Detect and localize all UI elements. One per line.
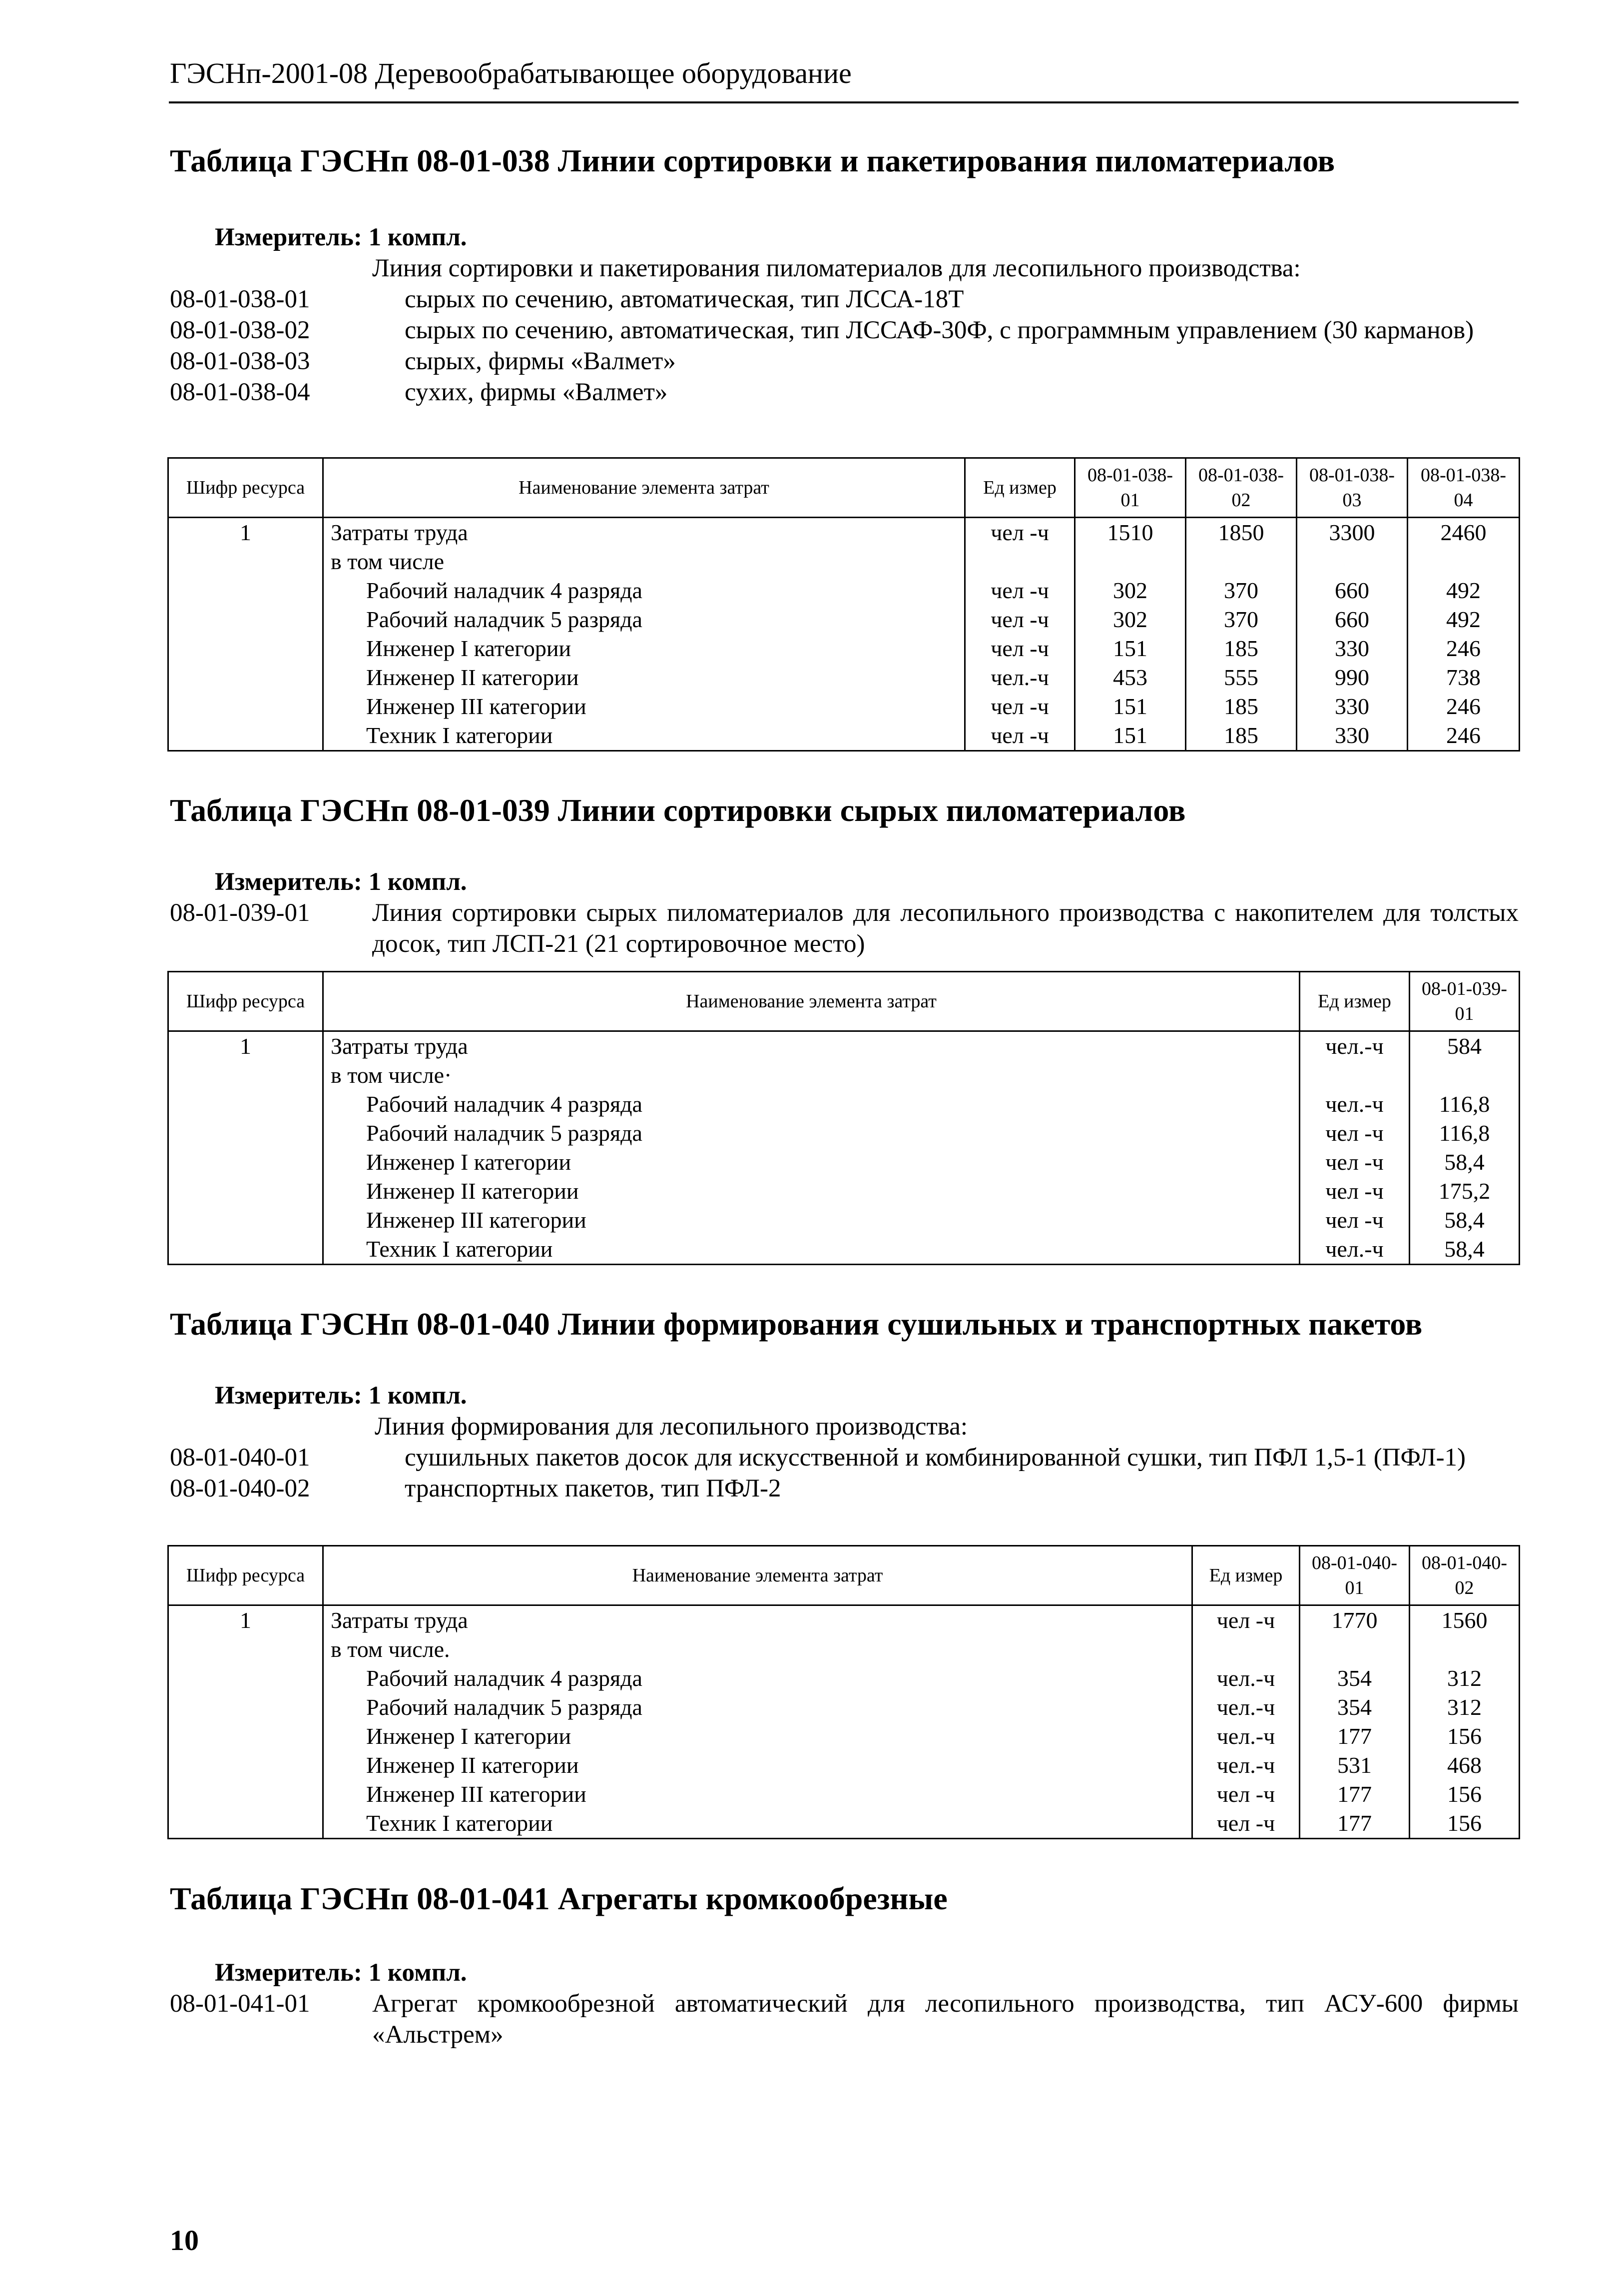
cell: [168, 1177, 323, 1206]
cell: 302: [1075, 576, 1186, 605]
section-038-header: [170, 145, 1519, 408]
description-item: [170, 284, 1519, 315]
cell: 175,2: [1410, 1177, 1520, 1206]
cell: 156: [1410, 1780, 1520, 1809]
meter-value: 1 компл.: [368, 1959, 467, 1987]
table-row: [168, 1605, 1520, 1635]
item-code: 08-01-038-02: [170, 316, 310, 344]
item-text: Линия сортировки сырых пиломатериалов для лесопильного производства с накопителем для толстых досок, тип ЛСП-21 (21 сортировочное место): [372, 899, 1519, 958]
cell: чел.-ч: [1300, 1031, 1410, 1061]
cell: [168, 576, 323, 605]
cell: [168, 1119, 323, 1148]
cell: чел.-ч: [1300, 1235, 1410, 1265]
cell: 3300: [1297, 518, 1408, 548]
col-header: Шифр ресурса: [168, 972, 323, 1031]
table-row: [168, 1635, 1520, 1664]
table-row: [168, 1722, 1520, 1751]
cell: чел -ч: [965, 721, 1075, 751]
cell: Техник I категории: [323, 1235, 1300, 1265]
cell: [168, 547, 323, 576]
cell: 58,4: [1410, 1235, 1520, 1265]
col-header: Шифр ресурса: [168, 458, 323, 518]
col-header: Наименование элемента затрат: [323, 972, 1300, 1031]
cell: 330: [1297, 692, 1408, 721]
cell: 116,8: [1410, 1119, 1520, 1148]
col-header: 08-01-038-01: [1075, 458, 1186, 518]
table-row: [168, 692, 1520, 721]
table-row: [168, 1693, 1520, 1722]
description-item: [170, 897, 1519, 959]
section-title: Таблица ГЭСНп 08-01-041 Агрегаты кромкообрезные: [170, 1881, 948, 1916]
cell: [168, 663, 323, 692]
cell: [1300, 1061, 1410, 1090]
item-code: 08-01-040-01: [170, 1444, 310, 1472]
cell: Затраты труда: [323, 1031, 1300, 1061]
description-item: [170, 1473, 1519, 1504]
cell: [965, 547, 1075, 576]
cell: [168, 1206, 323, 1235]
table-row: [168, 1148, 1520, 1177]
cell: Рабочий наладчик 5 разряда: [323, 1693, 1192, 1722]
header-rule: [169, 101, 1519, 103]
cell: 177: [1300, 1722, 1410, 1751]
item-code: 08-01-038-04: [170, 378, 310, 406]
cell: [1410, 1635, 1520, 1664]
table-row: [168, 1664, 1520, 1693]
section-title: Таблица ГЭСНп 08-01-038 Линии сортировки и пакетирования пиломатериалов: [170, 143, 1335, 178]
col-header: 08-01-038-03: [1297, 458, 1408, 518]
table-row: [168, 576, 1520, 605]
cell: [168, 1751, 323, 1780]
cell: [168, 692, 323, 721]
item-text: сухих, фирмы «Валмет»: [405, 378, 668, 406]
cell: Техник I категории: [323, 1809, 1192, 1839]
cell: 312: [1410, 1693, 1520, 1722]
cell: чел -ч: [965, 605, 1075, 634]
cell: 58,4: [1410, 1148, 1520, 1177]
col-header: 08-01-039-01: [1410, 972, 1520, 1031]
cell: Инженер I категории: [323, 1722, 1192, 1751]
cell: [168, 721, 323, 751]
item-code: 08-01-039-01: [170, 899, 310, 927]
cell: чел -ч: [1300, 1148, 1410, 1177]
cell: 116,8: [1410, 1090, 1520, 1119]
col-header: 08-01-040-01: [1300, 1546, 1410, 1605]
cell: 2460: [1408, 518, 1520, 548]
col-header: Наименование элемента затрат: [323, 458, 965, 518]
cell: 312: [1410, 1664, 1520, 1693]
cell: чел -ч: [1192, 1780, 1300, 1809]
table-row: [168, 721, 1520, 751]
cell: 492: [1408, 576, 1520, 605]
cell: 1850: [1186, 518, 1297, 548]
cell: Инженер II категории: [323, 1751, 1192, 1780]
table-039: [167, 971, 1520, 1265]
description-item: [170, 346, 1519, 377]
col-header: Ед измер: [965, 458, 1075, 518]
item-text: сырых по сечению, автоматическая, тип ЛССАФ-30Ф, с программным управлением (30 карманов): [405, 316, 1474, 344]
cell: 1770: [1300, 1605, 1410, 1635]
cell: Рабочий наладчик 5 разряда: [323, 605, 965, 634]
table-row: [168, 1235, 1520, 1265]
cell: 370: [1186, 576, 1297, 605]
cell: 660: [1297, 605, 1408, 634]
description-item: [170, 1988, 1519, 2050]
cell: чел -ч: [1300, 1177, 1410, 1206]
col-header: Шифр ресурса: [168, 1546, 323, 1605]
description-item: [170, 315, 1519, 346]
cell: Инженер II категории: [323, 663, 965, 692]
table-header-row: [168, 1546, 1520, 1605]
cell: 354: [1300, 1664, 1410, 1693]
cell: 246: [1408, 721, 1520, 751]
cell: 330: [1297, 721, 1408, 751]
cell: [168, 634, 323, 663]
meter-line: [215, 222, 1519, 253]
cell: чел -ч: [965, 634, 1075, 663]
cell: 370: [1186, 605, 1297, 634]
meter-label: Измеритель:: [215, 223, 362, 251]
cell: чел -ч: [965, 518, 1075, 548]
cell: [168, 1664, 323, 1693]
cell: чел.-ч: [1192, 1664, 1300, 1693]
table-040: [167, 1545, 1520, 1839]
meter-value: 1 компл.: [368, 223, 467, 251]
cell: [168, 605, 323, 634]
item-code: 08-01-038-03: [170, 347, 310, 375]
cell: 354: [1300, 1693, 1410, 1722]
item-text: Агрегат кромкообрезной автоматический для лесопильного производства, тип АСУ-600 фирмы «Альстрем»: [372, 1990, 1519, 2049]
table-row: [168, 547, 1520, 576]
item-text: транспортных пакетов, тип ПФЛ-2: [405, 1475, 781, 1503]
running-header: ГЭСНп-2001-08 Деревообрабатывающее оборудование: [170, 57, 852, 89]
cell: 531: [1300, 1751, 1410, 1780]
cell: чел.-ч: [1192, 1722, 1300, 1751]
cell: Затраты труда: [323, 518, 965, 548]
cell: чел -ч: [1192, 1809, 1300, 1839]
table-row: [168, 518, 1520, 548]
cell: 1: [168, 1605, 323, 1635]
cell: 58,4: [1410, 1206, 1520, 1235]
table-row: [168, 1177, 1520, 1206]
description-intro: Линия сортировки и пакетирования пиломатериалов для лесопильного производства:: [372, 254, 1301, 282]
col-header: 08-01-038-02: [1186, 458, 1297, 518]
section-039-header: [170, 794, 1519, 959]
cell: чел.-ч: [965, 663, 1075, 692]
cell: чел -ч: [1192, 1605, 1300, 1635]
cell: 1: [168, 518, 323, 548]
item-code: 08-01-041-01: [170, 1990, 310, 2018]
cell: Рабочий наладчик 4 разряда: [323, 1664, 1192, 1693]
cell: 990: [1297, 663, 1408, 692]
description-item: [170, 377, 1519, 408]
cell: [168, 1722, 323, 1751]
cell: 246: [1408, 634, 1520, 663]
cell: 453: [1075, 663, 1186, 692]
col-header: 08-01-038-04: [1408, 458, 1520, 518]
cell: 1: [168, 1031, 323, 1061]
description-item: [170, 1442, 1519, 1473]
meter-label: Измеритель:: [215, 1382, 362, 1410]
cell: 185: [1186, 721, 1297, 751]
cell: 156: [1410, 1722, 1520, 1751]
cell: 330: [1297, 634, 1408, 663]
cell: [168, 1809, 323, 1839]
table-row: [168, 1780, 1520, 1809]
section-040-header: [170, 1308, 1519, 1504]
cell: Инженер III категории: [323, 1206, 1300, 1235]
cell: Затраты труда: [323, 1605, 1192, 1635]
meter-line: [215, 866, 1519, 897]
cell: Рабочий наладчик 4 разряда: [323, 576, 965, 605]
cell: Техник I категории: [323, 721, 965, 751]
col-header: 08-01-040-02: [1410, 1546, 1520, 1605]
cell: 246: [1408, 692, 1520, 721]
cell: [168, 1635, 323, 1664]
cell: [168, 1780, 323, 1809]
cell: 492: [1408, 605, 1520, 634]
cell: Инженер III категории: [323, 692, 965, 721]
table-row: [168, 1119, 1520, 1148]
cell: [1408, 547, 1520, 576]
col-header: Ед измер: [1300, 972, 1410, 1031]
description-intro: Линия формирования для лесопильного производства:: [375, 1413, 968, 1441]
section-title: Таблица ГЭСНп 08-01-040 Линии формирования сушильных и транспортных пакетов: [170, 1306, 1423, 1342]
item-code: 08-01-040-02: [170, 1475, 310, 1503]
table-row: [168, 663, 1520, 692]
section-title: Таблица ГЭСНп 08-01-039 Линии сортировки сырых пиломатериалов: [170, 792, 1186, 828]
cell: чел.-ч: [1192, 1693, 1300, 1722]
cell: [168, 1148, 323, 1177]
meter-label: Измеритель:: [215, 868, 362, 896]
page-number: 10: [170, 2224, 199, 2257]
table-header-row: [168, 458, 1520, 518]
cell: в том числе·: [323, 1061, 1300, 1090]
cell: 1510: [1075, 518, 1186, 548]
cell: чел -ч: [965, 576, 1075, 605]
cell: Инженер II категории: [323, 1177, 1300, 1206]
cell: Инженер I категории: [323, 1148, 1300, 1177]
cell: [1297, 547, 1408, 576]
col-header: Наименование элемента затрат: [323, 1546, 1192, 1605]
cell: Инженер III категории: [323, 1780, 1192, 1809]
col-header: Ед измер: [1192, 1546, 1300, 1605]
cell: 660: [1297, 576, 1408, 605]
cell: 185: [1186, 692, 1297, 721]
cell: 156: [1410, 1809, 1520, 1839]
cell: 185: [1186, 634, 1297, 663]
cell: 177: [1300, 1780, 1410, 1809]
cell: 555: [1186, 663, 1297, 692]
meter-value: 1 компл.: [368, 1382, 467, 1410]
cell: [1300, 1635, 1410, 1664]
cell: чел -ч: [965, 692, 1075, 721]
cell: [1186, 547, 1297, 576]
cell: 738: [1408, 663, 1520, 692]
cell: Рабочий наладчик 4 разряда: [323, 1090, 1300, 1119]
cell: 151: [1075, 634, 1186, 663]
cell: [168, 1235, 323, 1265]
table-row: [168, 605, 1520, 634]
cell: 468: [1410, 1751, 1520, 1780]
cell: 584: [1410, 1031, 1520, 1061]
cell: 1560: [1410, 1605, 1520, 1635]
meter-line: [215, 1380, 1519, 1411]
table-row: [168, 634, 1520, 663]
table-row: [168, 1206, 1520, 1235]
cell: [168, 1693, 323, 1722]
cell: чел -ч: [1300, 1206, 1410, 1235]
meter-value: 1 компл.: [368, 868, 467, 896]
table-038: [167, 457, 1520, 752]
cell: 177: [1300, 1809, 1410, 1839]
meter-label: Измеритель:: [215, 1959, 362, 1987]
cell: [168, 1061, 323, 1090]
cell: в том числе: [323, 547, 965, 576]
item-text: сырых, фирмы «Валмет»: [405, 347, 676, 375]
cell: [1410, 1061, 1520, 1090]
cell: 302: [1075, 605, 1186, 634]
table-row: [168, 1751, 1520, 1780]
cell: 151: [1075, 721, 1186, 751]
table-row: [168, 1031, 1520, 1061]
meter-line: [215, 1957, 1519, 1988]
cell: Инженер I категории: [323, 634, 965, 663]
cell: чел.-ч: [1192, 1751, 1300, 1780]
cell: в том числе.: [323, 1635, 1192, 1664]
table-row: [168, 1061, 1520, 1090]
item-text: сушильных пакетов досок для искусственной и комбинированной сушки, тип ПФЛ 1,5-1 (ПФЛ-1): [405, 1444, 1466, 1472]
table-row: [168, 1809, 1520, 1839]
table-header-row: [168, 972, 1520, 1031]
item-code: 08-01-038-01: [170, 285, 310, 313]
cell: 151: [1075, 692, 1186, 721]
cell: [168, 1090, 323, 1119]
cell: Рабочий наладчик 5 разряда: [323, 1119, 1300, 1148]
section-041-header: [170, 1883, 1519, 2050]
cell: чел -ч: [1300, 1119, 1410, 1148]
table-row: [168, 1090, 1520, 1119]
item-text: сырых по сечению, автоматическая, тип ЛССА-18Т: [405, 285, 964, 313]
cell: чел.-ч: [1300, 1090, 1410, 1119]
cell: [1075, 547, 1186, 576]
cell: [1192, 1635, 1300, 1664]
